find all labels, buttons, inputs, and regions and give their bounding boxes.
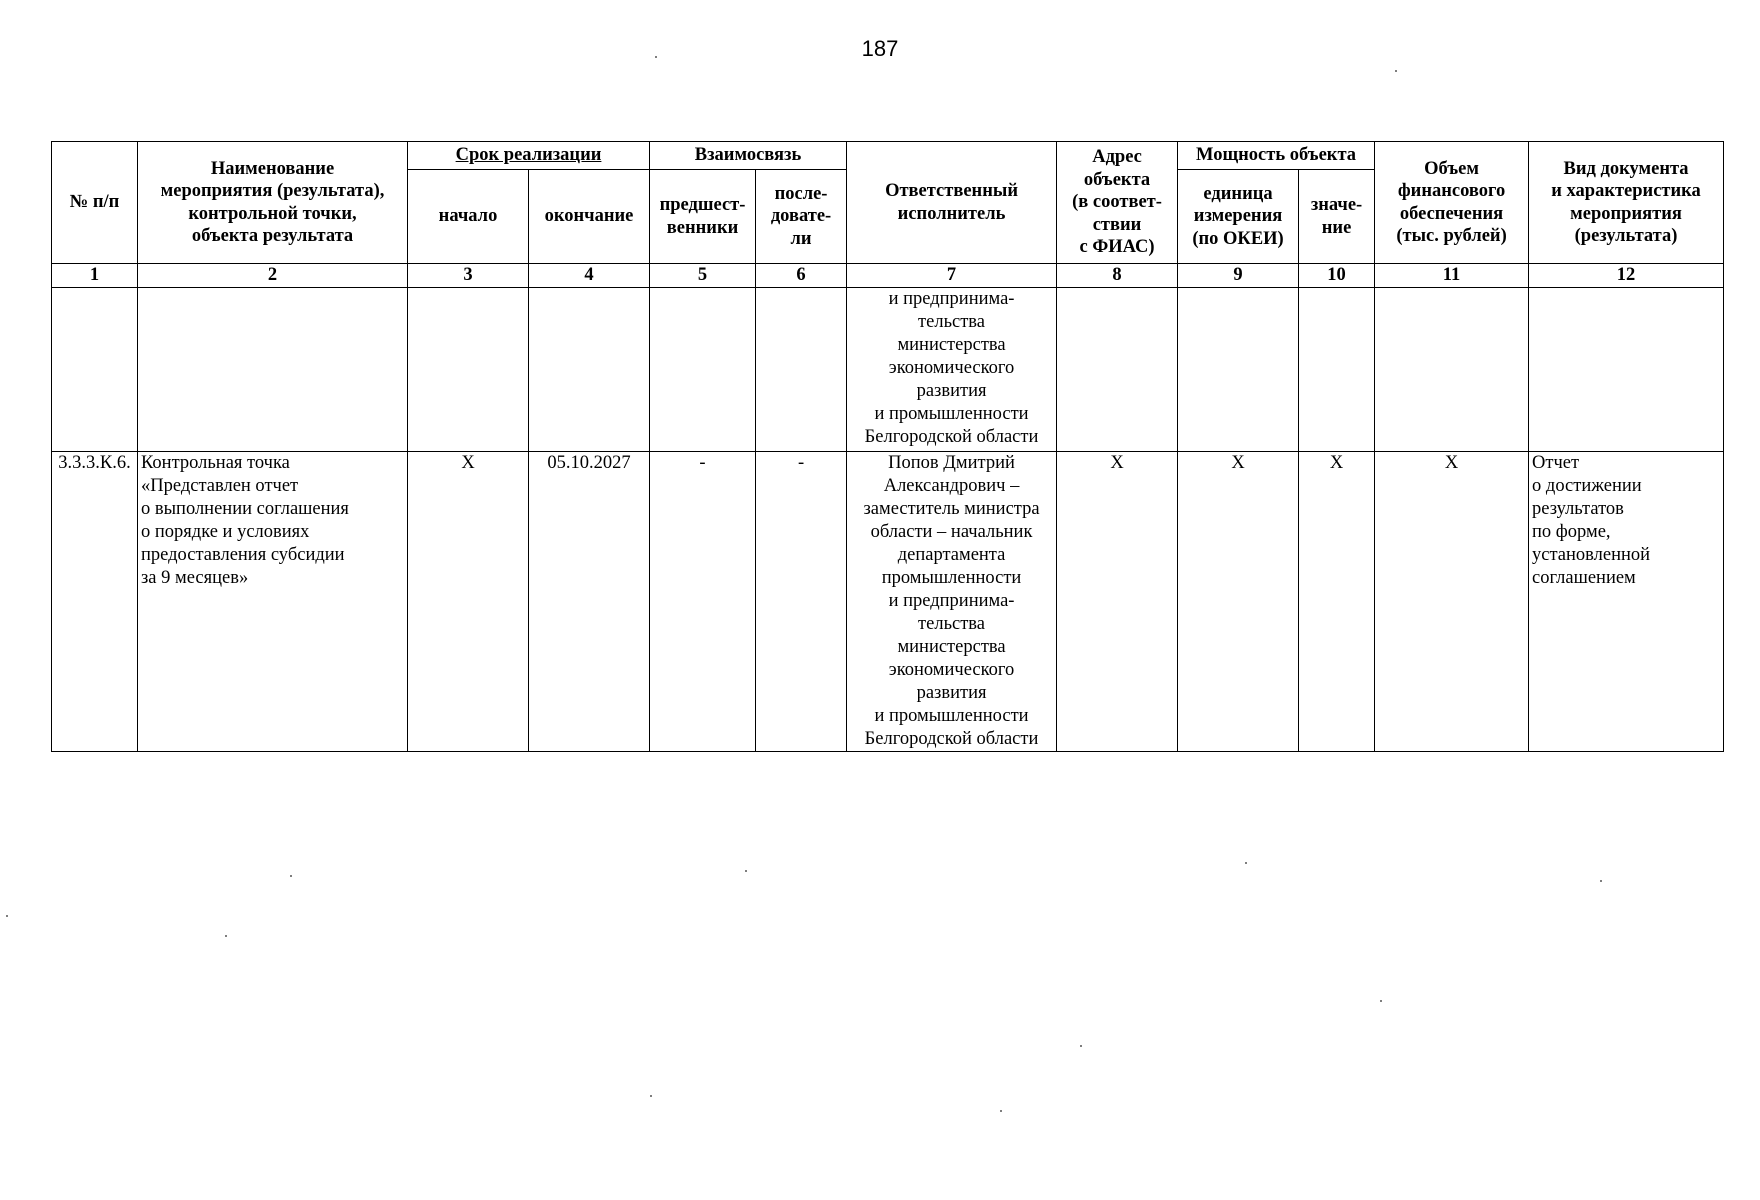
cell-unit <box>1178 287 1299 451</box>
header-start: начало <box>408 170 529 264</box>
cell-financing <box>1375 287 1529 451</box>
cell-successors: - <box>756 451 847 751</box>
column-number: 2 <box>138 264 408 288</box>
cell-document: Отчет о достижении результатов по форме, установленной соглашением <box>1529 451 1724 751</box>
scan-speck <box>225 935 227 937</box>
cell-start <box>408 287 529 451</box>
cell-unit: X <box>1178 451 1299 751</box>
cell-num: 3.3.3.К.6. <box>52 451 138 751</box>
header-document: Вид документа и характеристика мероприятия (результата) <box>1529 142 1724 264</box>
scan-speck <box>650 1095 652 1097</box>
cell-responsible: Попов Дмитрий Александрович – заместитель министра области – начальник департамента промышленности и предпринима- тельства министерства экономического развития и промышленности Белгородской области <box>847 451 1057 751</box>
column-number: 3 <box>408 264 529 288</box>
cell-financing: X <box>1375 451 1529 751</box>
column-number: 7 <box>847 264 1057 288</box>
header-group-link: Взаимосвязь <box>650 142 847 170</box>
header-num: № п/п <box>52 142 138 264</box>
cell-name <box>138 287 408 451</box>
scan-speck <box>655 56 657 58</box>
cell-document <box>1529 287 1724 451</box>
cell-value <box>1299 287 1375 451</box>
cell-start: X <box>408 451 529 751</box>
header-unit: единица измерения (по ОКЕИ) <box>1178 170 1299 264</box>
header-group-power: Мощность объекта <box>1178 142 1375 170</box>
cell-num <box>52 287 138 451</box>
header-end: окончание <box>529 170 650 264</box>
scan-speck <box>6 915 8 917</box>
table-row <box>52 451 1724 751</box>
page-number: 187 <box>861 36 899 61</box>
cell-end <box>529 287 650 451</box>
cell-name: Контрольная точка «Представлен отчет о выполнении соглашения о порядке и условиях предоставления субсидии за 9 месяцев» <box>138 451 408 751</box>
header-name: Наименование мероприятия (результата), контрольной точки, объекта результата <box>138 142 408 264</box>
cell-predecessors <box>650 287 756 451</box>
scan-speck <box>1600 880 1602 882</box>
scan-speck <box>1380 1000 1382 1002</box>
scan-speck <box>745 870 747 872</box>
header-group-term: Срок реализации <box>408 142 650 170</box>
scan-speck <box>290 875 292 877</box>
table-row <box>52 287 1724 451</box>
column-number: 6 <box>756 264 847 288</box>
scan-speck <box>1080 1045 1082 1047</box>
cell-value: X <box>1299 451 1375 751</box>
cell-responsible: и предпринима- тельства министерства экономического развития и промышленности Белгородской области <box>847 287 1057 451</box>
header-value: значе- ние <box>1299 170 1375 264</box>
column-number: 12 <box>1529 264 1724 288</box>
column-number: 10 <box>1299 264 1375 288</box>
header-address: Адрес объекта (в соответ- ствии с ФИАС) <box>1057 142 1178 264</box>
header-responsible: Ответственный исполнитель <box>847 142 1057 264</box>
column-number: 5 <box>650 264 756 288</box>
plan-table <box>51 141 1724 752</box>
cell-predecessors: - <box>650 451 756 751</box>
column-number: 4 <box>529 264 650 288</box>
scan-speck <box>1000 1110 1002 1112</box>
column-number: 1 <box>52 264 138 288</box>
column-number: 8 <box>1057 264 1178 288</box>
header-successors: после- довате- ли <box>756 170 847 264</box>
cell-address: X <box>1057 451 1178 751</box>
header-financing: Объем финансового обеспечения (тыс. рублей) <box>1375 142 1529 264</box>
column-number: 9 <box>1178 264 1299 288</box>
scan-speck <box>1395 70 1397 72</box>
column-number: 11 <box>1375 264 1529 288</box>
header-predecessors: предшест- венники <box>650 170 756 264</box>
cell-successors <box>756 287 847 451</box>
scan-speck <box>1245 862 1247 864</box>
cell-end: 05.10.2027 <box>529 451 650 751</box>
cell-address <box>1057 287 1178 451</box>
